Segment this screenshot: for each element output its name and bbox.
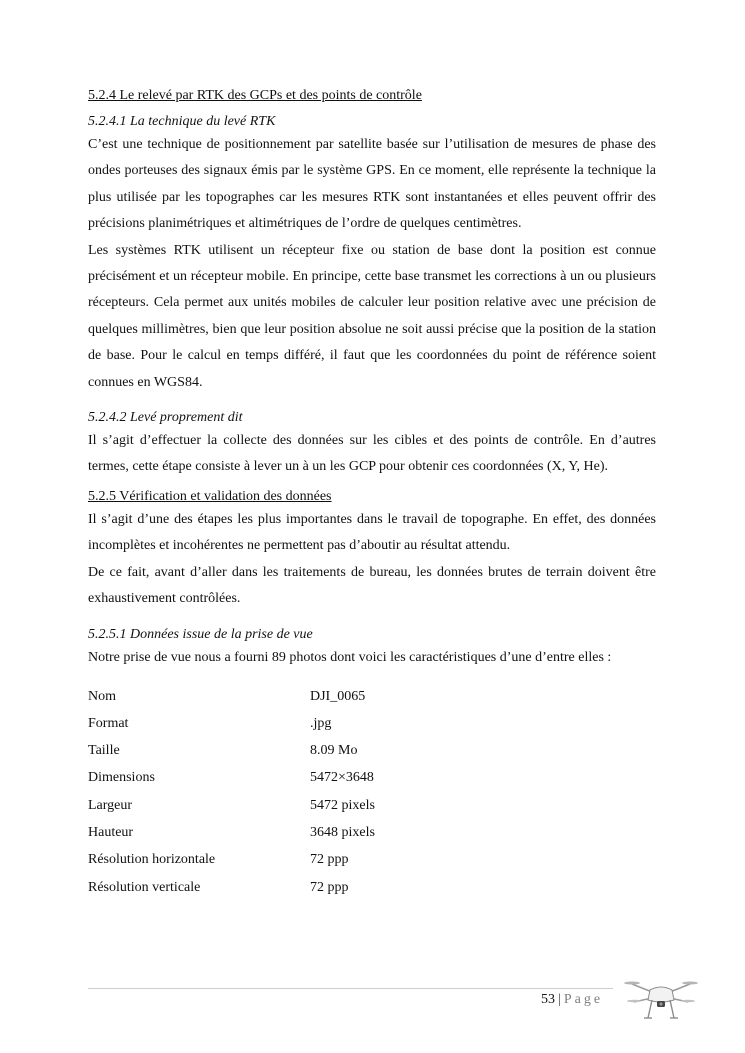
paragraph-leve: Il s’agit d’effectuer la collecte des données sur les cibles et des points de contrôle. En d’autres termes, cette étape consiste à lever un à un les GCP pour obtenir ces coordonnées (X, Y, He). <box>88 433 656 475</box>
property-value: 5472 pixels <box>310 797 375 813</box>
paragraph-rtk-technique-1: C’est une technique de positionnement par satellite basée sur l’utilisation de mesures de phase des ondes porteuses des signaux émis par le système GPS. En ce moment, elle représente la technique la plus utilisée par les topographes car les mesures RTK sont instantanées et elles peuvent offrir des précisions planimétriques et altimétriques de l’ordre de quelques centimètres. <box>88 137 656 232</box>
paragraph-verification-1: Il s’agit d’une des étapes les plus importantes dans le travail de topographe. En effet, des données incomplètes et incohérentes ne permettent pas d’aboutir au résultat attendu. <box>88 511 656 554</box>
property-label: Résolution horizontale <box>88 852 216 868</box>
property-value: 72 ppp <box>310 852 349 868</box>
page-number: 53 <box>541 992 555 1007</box>
property-value: 3648 pixels <box>310 825 375 841</box>
heading-5-2-4: 5.2.4 Le relevé par RTK des GCPs et des points de contrôle <box>88 88 422 103</box>
table-row <box>88 710 375 737</box>
property-label: Dimensions <box>88 770 155 786</box>
property-label: Hauteur <box>88 825 134 841</box>
table-row <box>88 765 375 792</box>
heading-5-2-5-1: 5.2.5.1 Données issue de la prise de vue <box>88 626 313 642</box>
property-value: DJI_0065 <box>310 688 366 704</box>
table-row <box>88 819 375 846</box>
property-value: .jpg <box>310 715 332 731</box>
paragraph-verification-2: De ce fait, avant d’aller dans les traitements de bureau, les données brutes de terrain doivent être exhaustivement contrôlées. <box>88 564 656 607</box>
table-row <box>88 738 375 765</box>
drone-icon <box>624 972 698 1024</box>
page-footer <box>541 992 603 1008</box>
table-row <box>88 874 375 901</box>
property-label: Résolution verticale <box>88 879 201 895</box>
property-label: Taille <box>88 743 120 759</box>
heading-5-2-4-1: 5.2.4.1 La technique du levé RTK <box>88 114 276 129</box>
property-label: Largeur <box>88 797 133 813</box>
photo-properties-table <box>88 683 375 901</box>
footer-divider <box>88 988 613 989</box>
table-row <box>88 683 375 710</box>
paragraph-prise-de-vue: Notre prise de vue nous a fourni 89 photos dont voici les caractéristiques d’une d’entre elles : <box>88 649 612 665</box>
page-content <box>88 86 656 901</box>
property-label: Nom <box>88 688 116 704</box>
footer-separator: | <box>558 992 561 1007</box>
property-value: 5472×3648 <box>310 770 374 786</box>
heading-5-2-4-2: 5.2.4.2 Levé proprement dit <box>88 410 243 426</box>
page-word: Page <box>563 992 604 1007</box>
property-value: 8.09 Mo <box>310 743 358 759</box>
paragraph-rtk-technique-2: Les systèmes RTK utilisent un récepteur fixe ou station de base dont la position est connue précisément et un récepteur mobile. En principe, cette base transmet les corrections à un ou plusieurs récepteurs. Cela permet aux unités mobiles de calculer leur position relative avec une précision de quelques millimètres, bien que leur position absolue ne soit aussi précise que la position de la station de base. Pour le calcul en temps différé, il faut que les coordonnées du point de référence soient connues en WGS84. <box>88 242 656 390</box>
property-label: Format <box>88 715 129 731</box>
table-row <box>88 792 375 819</box>
table-row <box>88 847 375 874</box>
property-value: 72 ppp <box>310 879 349 895</box>
heading-5-2-5: 5.2.5 Vérification et validation des données <box>88 488 332 504</box>
